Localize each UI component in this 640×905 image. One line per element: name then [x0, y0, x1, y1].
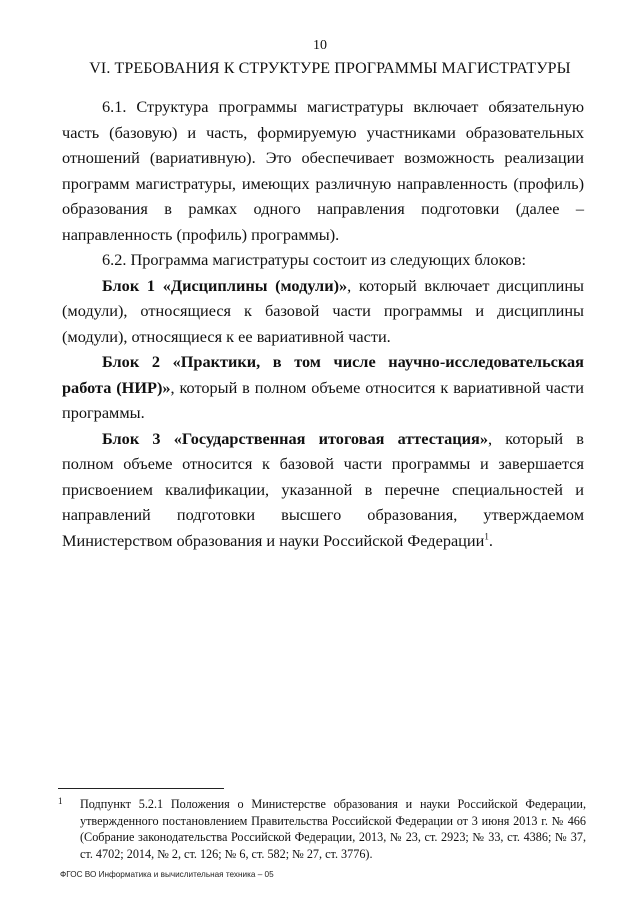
- paragraph-block-1: [62, 273, 584, 350]
- section-title: VI. ТРЕБОВАНИЯ К СТРУКТУРЕ ПРОГРАММЫ МАГИСТРАТУРЫ: [89, 60, 571, 77]
- block-2-title: Блок 2 «Практики, в том числе научно-исследовательская работа (НИР)»: [62, 352, 584, 397]
- paragraph-6-2: 6.2. Программа магистратуры состоит из следующих блоков:: [102, 250, 526, 269]
- footnote-mark: 1: [58, 796, 63, 806]
- footer-document-tag: ФГОС ВО Информатика и вычислительная техника – 05: [60, 870, 274, 879]
- main-text: [62, 94, 584, 553]
- block-1-text: , который включает дисциплины (модули), относящиеся к базовой части программы и дисциплины (модули), относящиеся к ее вариативной части.: [62, 275, 584, 346]
- block-1-title: Блок 1 «Дисциплины (модули)»: [102, 275, 348, 295]
- block-3-title: Блок 3 «Государственная итоговая аттестация»: [102, 428, 489, 448]
- footnote-text: Подпункт 5.2.1 Положения о Министерстве образования и науки Российской Федерации, утвержденного постановлением Правительства Российской Федерации от 3 июня 2013 г. № 466 (Собрание законодательства Российской Федерации, 2013, № 23, ст. 2923; № 33, ст. 4386; № 37, ст. 4702; 2014, № 2, ст. 126; № 6, ст. 582; № 27, ст. 3776).: [80, 797, 586, 861]
- block-3-text: , который в полном объеме относится к базовой части программы и завершается присвоением квалификации, указанной в перечне специальностей и направлений подготовки высшего образования, утверждаемом Министерством образования и науки Российской Федерации: [62, 428, 584, 550]
- block-3-end: .: [488, 530, 493, 550]
- paragraph-block-2: [62, 349, 584, 426]
- paragraph-6-1: 6.1. Структура программы магистратуры включает обязательную часть (базовую) и часть, формируемую участниками образовательных отношений (вариативную). Это обеспечивает возможность реализации программ магистратуры, имеющих различную направленность (профиль) образования в рамках одного направления подготовки (далее – направленность (профиль) программы).: [62, 97, 584, 244]
- block-2-text: , который в полном объеме относится к вариативной части программы.: [62, 377, 584, 422]
- footnote-reference[interactable]: 1: [484, 531, 489, 542]
- paragraph-block-3: [62, 426, 584, 554]
- footnote-divider: [58, 788, 224, 789]
- footnote: [58, 796, 586, 862]
- page-number: 10: [313, 38, 327, 53]
